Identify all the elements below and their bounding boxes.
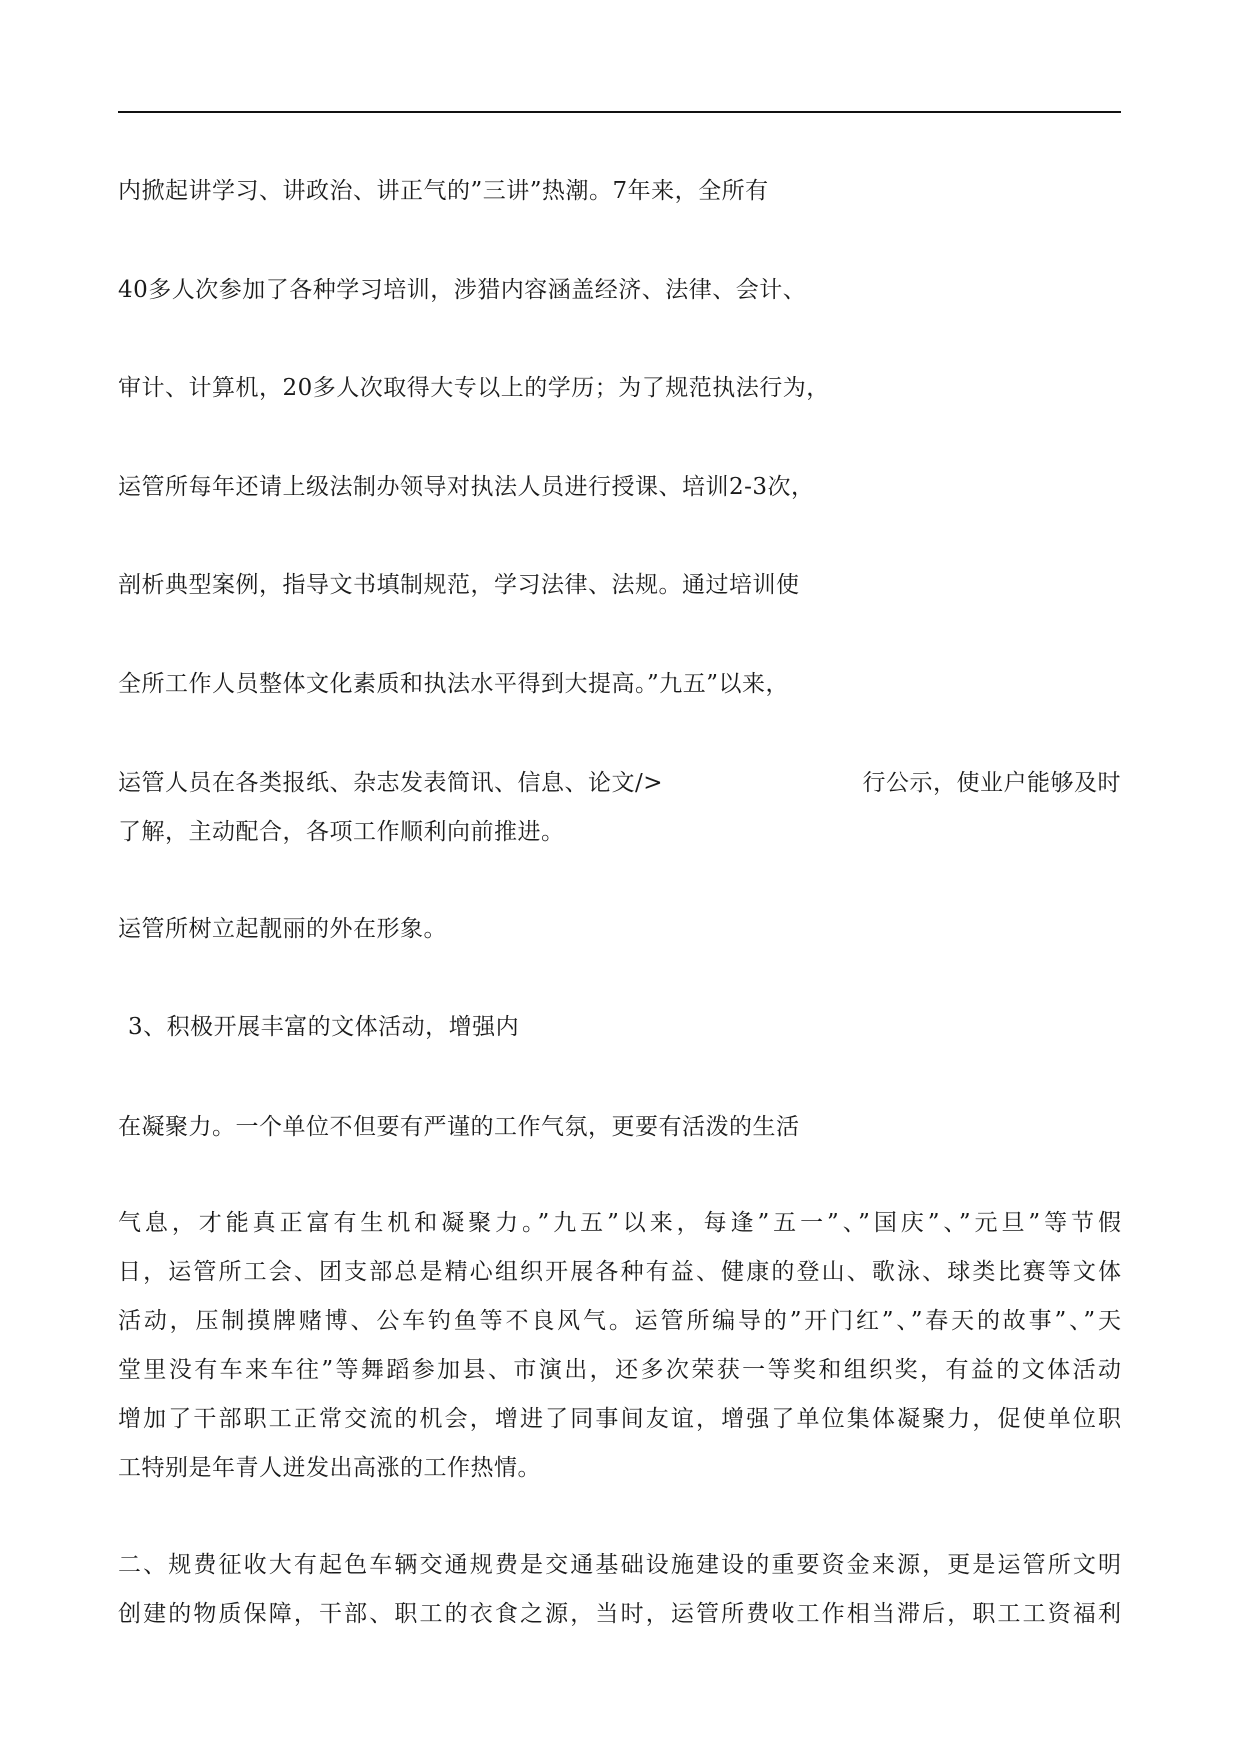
- text-line: 增加了干部职工正常交流的机会，增进了同事间友谊，增强了单位集体凝聚力，促使单位职: [118, 1406, 1121, 1432]
- text-line: 在凝聚力。一个单位不但要有严谨的工作气氛，更要有活泼的生活: [118, 1114, 800, 1140]
- text-line: 活动，压制摸牌赌博、公车钓鱼等不良风气。运管所编导的”开门红”、”春天的故事”、”天: [118, 1308, 1121, 1334]
- text-line: 行公示，使业户能够及时: [862, 770, 1121, 796]
- text-line: 工特别是年青人迸发出高涨的工作热情。: [118, 1455, 541, 1481]
- text-line: 审计、计算机，20多人次取得大专以上的学历；为了规范执法行为，: [118, 375, 830, 401]
- text-line: 气息，才能真正富有生机和凝聚力。”九五”以来，每逢”五一”、”国庆”、”元旦”等节假: [118, 1210, 1121, 1236]
- text-line: 剖析典型案例，指导文书填制规范，学习法律、法规。通过培训使: [118, 572, 800, 598]
- section-heading: 二、规费征收大有起色车辆交通规费是交通基础设施建设的重要资金来源，更是运管所文明: [118, 1552, 1121, 1578]
- text-line: 内掀起讲学习、讲政治、讲正气的”三讲”热潮。7年来，全所有: [118, 178, 769, 204]
- section-heading: 3、积极开展丰富的文体活动，增强内: [128, 1014, 520, 1040]
- text-line: 了解，主动配合，各项工作顺利向前推进。: [118, 819, 565, 845]
- text-line: 40多人次参加了各种学习培训，涉猎内容涵盖经济、法律、会计、: [118, 277, 807, 303]
- text-line: 日，运管所工会、团支部总是精心组织开展各种有益、健康的登山、歌泳、球类比赛等文体: [118, 1259, 1121, 1285]
- text-line: 全所工作人员整体文化素质和执法水平得到大提高。”九五”以来，: [118, 671, 790, 697]
- text-line: 运管人员在各类报纸、杂志发表简讯、信息、论文/>: [118, 770, 664, 796]
- text-line: 运管所树立起靓丽的外在形象。: [118, 916, 447, 942]
- text-line: 堂里没有车来车往”等舞蹈参加县、市演出，还多次荣获一等奖和组织奖，有益的文体活动: [118, 1357, 1121, 1383]
- text-line: 运管所每年还请上级法制办领导对执法人员进行授课、培训2-3次，: [118, 474, 815, 500]
- header-rule: [118, 111, 1121, 113]
- text-line: 创建的物质保障，干部、职工的衣食之源，当时，运管所费收工作相当滞后，职工工资福利: [118, 1601, 1121, 1627]
